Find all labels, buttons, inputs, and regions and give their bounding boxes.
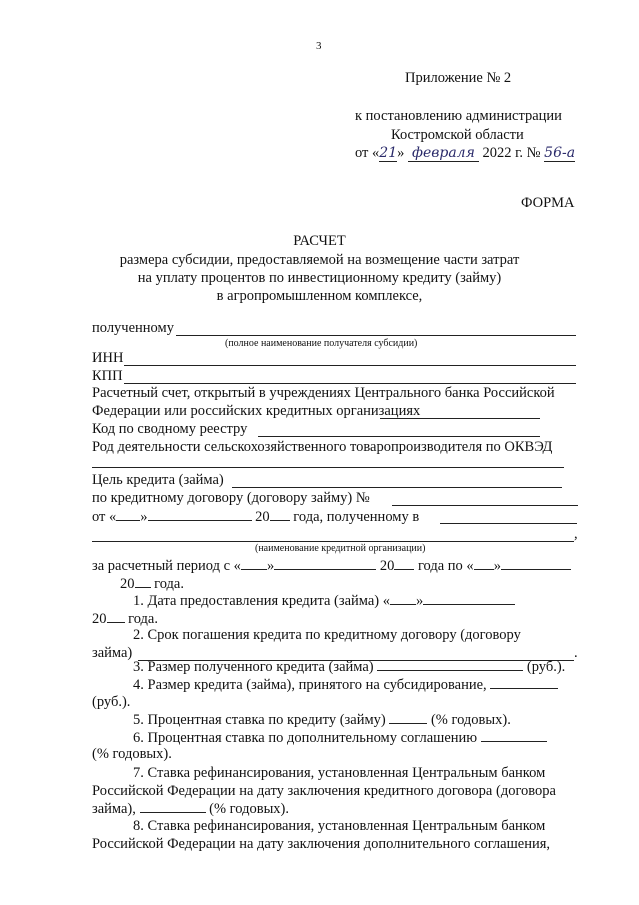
title-heading: РАСЧЕТ (293, 233, 346, 249)
item-7-l1: 7. Ставка рефинансирования, установленная Центральным банком (133, 765, 546, 781)
item-4-blank (490, 676, 558, 689)
kpp-line (124, 383, 576, 384)
item-1-a: 1. Дата предоставления кредита (займа) « (133, 593, 391, 609)
item-7-d: (% годовых). (209, 801, 290, 817)
date-month: февраля (408, 145, 479, 162)
item-7-l2: Российской Федерации на дату заключения кредитного договора (договора (92, 783, 556, 799)
appendix-line2: Костромской области (391, 127, 524, 143)
period-month2-blank (501, 557, 571, 570)
appendix-title: Приложение № 2 (405, 70, 512, 86)
purpose-label: Цель кредита (займа) (92, 472, 224, 488)
item-8-l1: 8. Ставка рефинансирования, установленная Центральным банком (133, 818, 546, 834)
date-mid: » (397, 145, 405, 161)
period-row (92, 557, 571, 575)
title-line2: на уплату процентов по инвестиционному кредиту (займу) (137, 270, 502, 286)
from-d: года, полученному в (293, 509, 420, 525)
from-year-blank (270, 508, 290, 521)
account-line1: Расчетный счет, открытый в учреждениях Центрального банка Российской (92, 385, 555, 401)
item-1 (133, 592, 515, 610)
item-3-b: (руб.). (526, 659, 566, 675)
period-e: » (493, 558, 501, 574)
item-6 (133, 729, 547, 747)
appendix-date (355, 145, 575, 162)
period-b: » (266, 558, 275, 574)
period-year1-blank (394, 557, 414, 570)
date-year: 2022 г. № (482, 145, 541, 161)
item-3-blank (377, 658, 523, 671)
date-prefix: от « (355, 145, 380, 161)
item-1-day-blank (390, 592, 416, 605)
page-number: 3 (316, 40, 322, 52)
item-2-l2: займа) (92, 645, 133, 661)
registry-label: Код по сводному реестру (92, 421, 248, 437)
contract-label: по кредитному договору (договору займу) № (92, 490, 370, 506)
from-a: от « (92, 509, 117, 525)
from-c: 20 (255, 509, 270, 525)
item-5 (133, 711, 511, 729)
appendix-line1: к постановлению администрации (355, 108, 562, 124)
item-8-l2: Российской Федерации на дату заключения дополнительного соглашения, (92, 836, 551, 852)
form-label: ФОРМА (521, 195, 575, 211)
item-6-blank (481, 729, 547, 742)
period-day2-blank (474, 557, 494, 570)
period-day1-blank (241, 557, 267, 570)
item-5-b: (% годовых). (430, 712, 511, 728)
received-label: полученному (92, 320, 174, 336)
received-line (176, 335, 576, 336)
bank-hint: (наименование кредитной организации) (255, 543, 426, 554)
item-5-a: 5. Процентная ставка по кредиту (займу) (133, 712, 386, 728)
purpose-line (232, 487, 562, 488)
okved-label: Род деятельности сельскохозяйственного товаропроизводителя по ОКВЭД (92, 439, 553, 455)
item-3 (133, 658, 565, 676)
bank-line-b (92, 541, 574, 542)
account-line2: Федерации или российских кредитных организациях (92, 403, 421, 419)
item-7-l3 (92, 800, 289, 818)
item-2-dot: . (574, 645, 578, 661)
bank-comma: , (574, 526, 578, 542)
inn-label: ИНН (92, 350, 124, 366)
item-5-blank (389, 711, 427, 724)
from-month-blank (148, 508, 252, 521)
item-1-year-blank (107, 610, 125, 623)
title-line3: в агропромышленном комплексе, (216, 288, 423, 304)
item-4-a: 4. Размер кредита (займа), принятого на субсидирование, (133, 677, 487, 693)
received-hint: (полное наименование получателя субсидии) (225, 338, 418, 349)
from-day-blank (116, 508, 140, 521)
inn-line (124, 365, 576, 366)
okved-line (92, 467, 564, 468)
item-1-month-blank (423, 592, 515, 605)
item-1-d: года. (128, 611, 158, 627)
item-6-a: 6. Процентная ставка по дополнительному соглашению (133, 730, 478, 746)
from-row (92, 508, 419, 526)
item-7-c: займа), (92, 801, 136, 817)
period-d: года по « (417, 558, 474, 574)
item-4 (133, 676, 558, 694)
period-month1-blank (274, 557, 376, 570)
from-b: » (140, 509, 148, 525)
doc-number: 56-а (544, 145, 576, 161)
date-day: 21 (379, 145, 398, 161)
account-field-line (380, 418, 540, 419)
period-year-row (120, 575, 184, 593)
item-1-b: » (416, 593, 424, 609)
period-c: 20 (379, 558, 395, 574)
item-1-c: 20 (92, 611, 107, 627)
item-1-cont (92, 610, 158, 628)
period-a: за расчетный период с « (92, 558, 241, 574)
period-year-b: года. (154, 576, 184, 592)
item-3-a: 3. Размер полученного кредита (займа) (133, 659, 374, 675)
title-line1: размера субсидии, предоставляемой на возмещение части затрат (119, 252, 520, 268)
period-year2-blank (135, 575, 151, 588)
item-2-l1: 2. Срок погашения кредита по кредитному договору (договору (133, 627, 521, 643)
bank-line-a (440, 523, 577, 524)
kpp-label: КПП (92, 368, 123, 384)
period-year-a: 20 (120, 576, 135, 592)
registry-line (258, 436, 540, 437)
item-7-blank (140, 800, 206, 813)
contract-line (392, 505, 578, 506)
item-6-cont: (% годовых). (92, 746, 172, 762)
item-4-cont: (руб.). (92, 694, 131, 710)
